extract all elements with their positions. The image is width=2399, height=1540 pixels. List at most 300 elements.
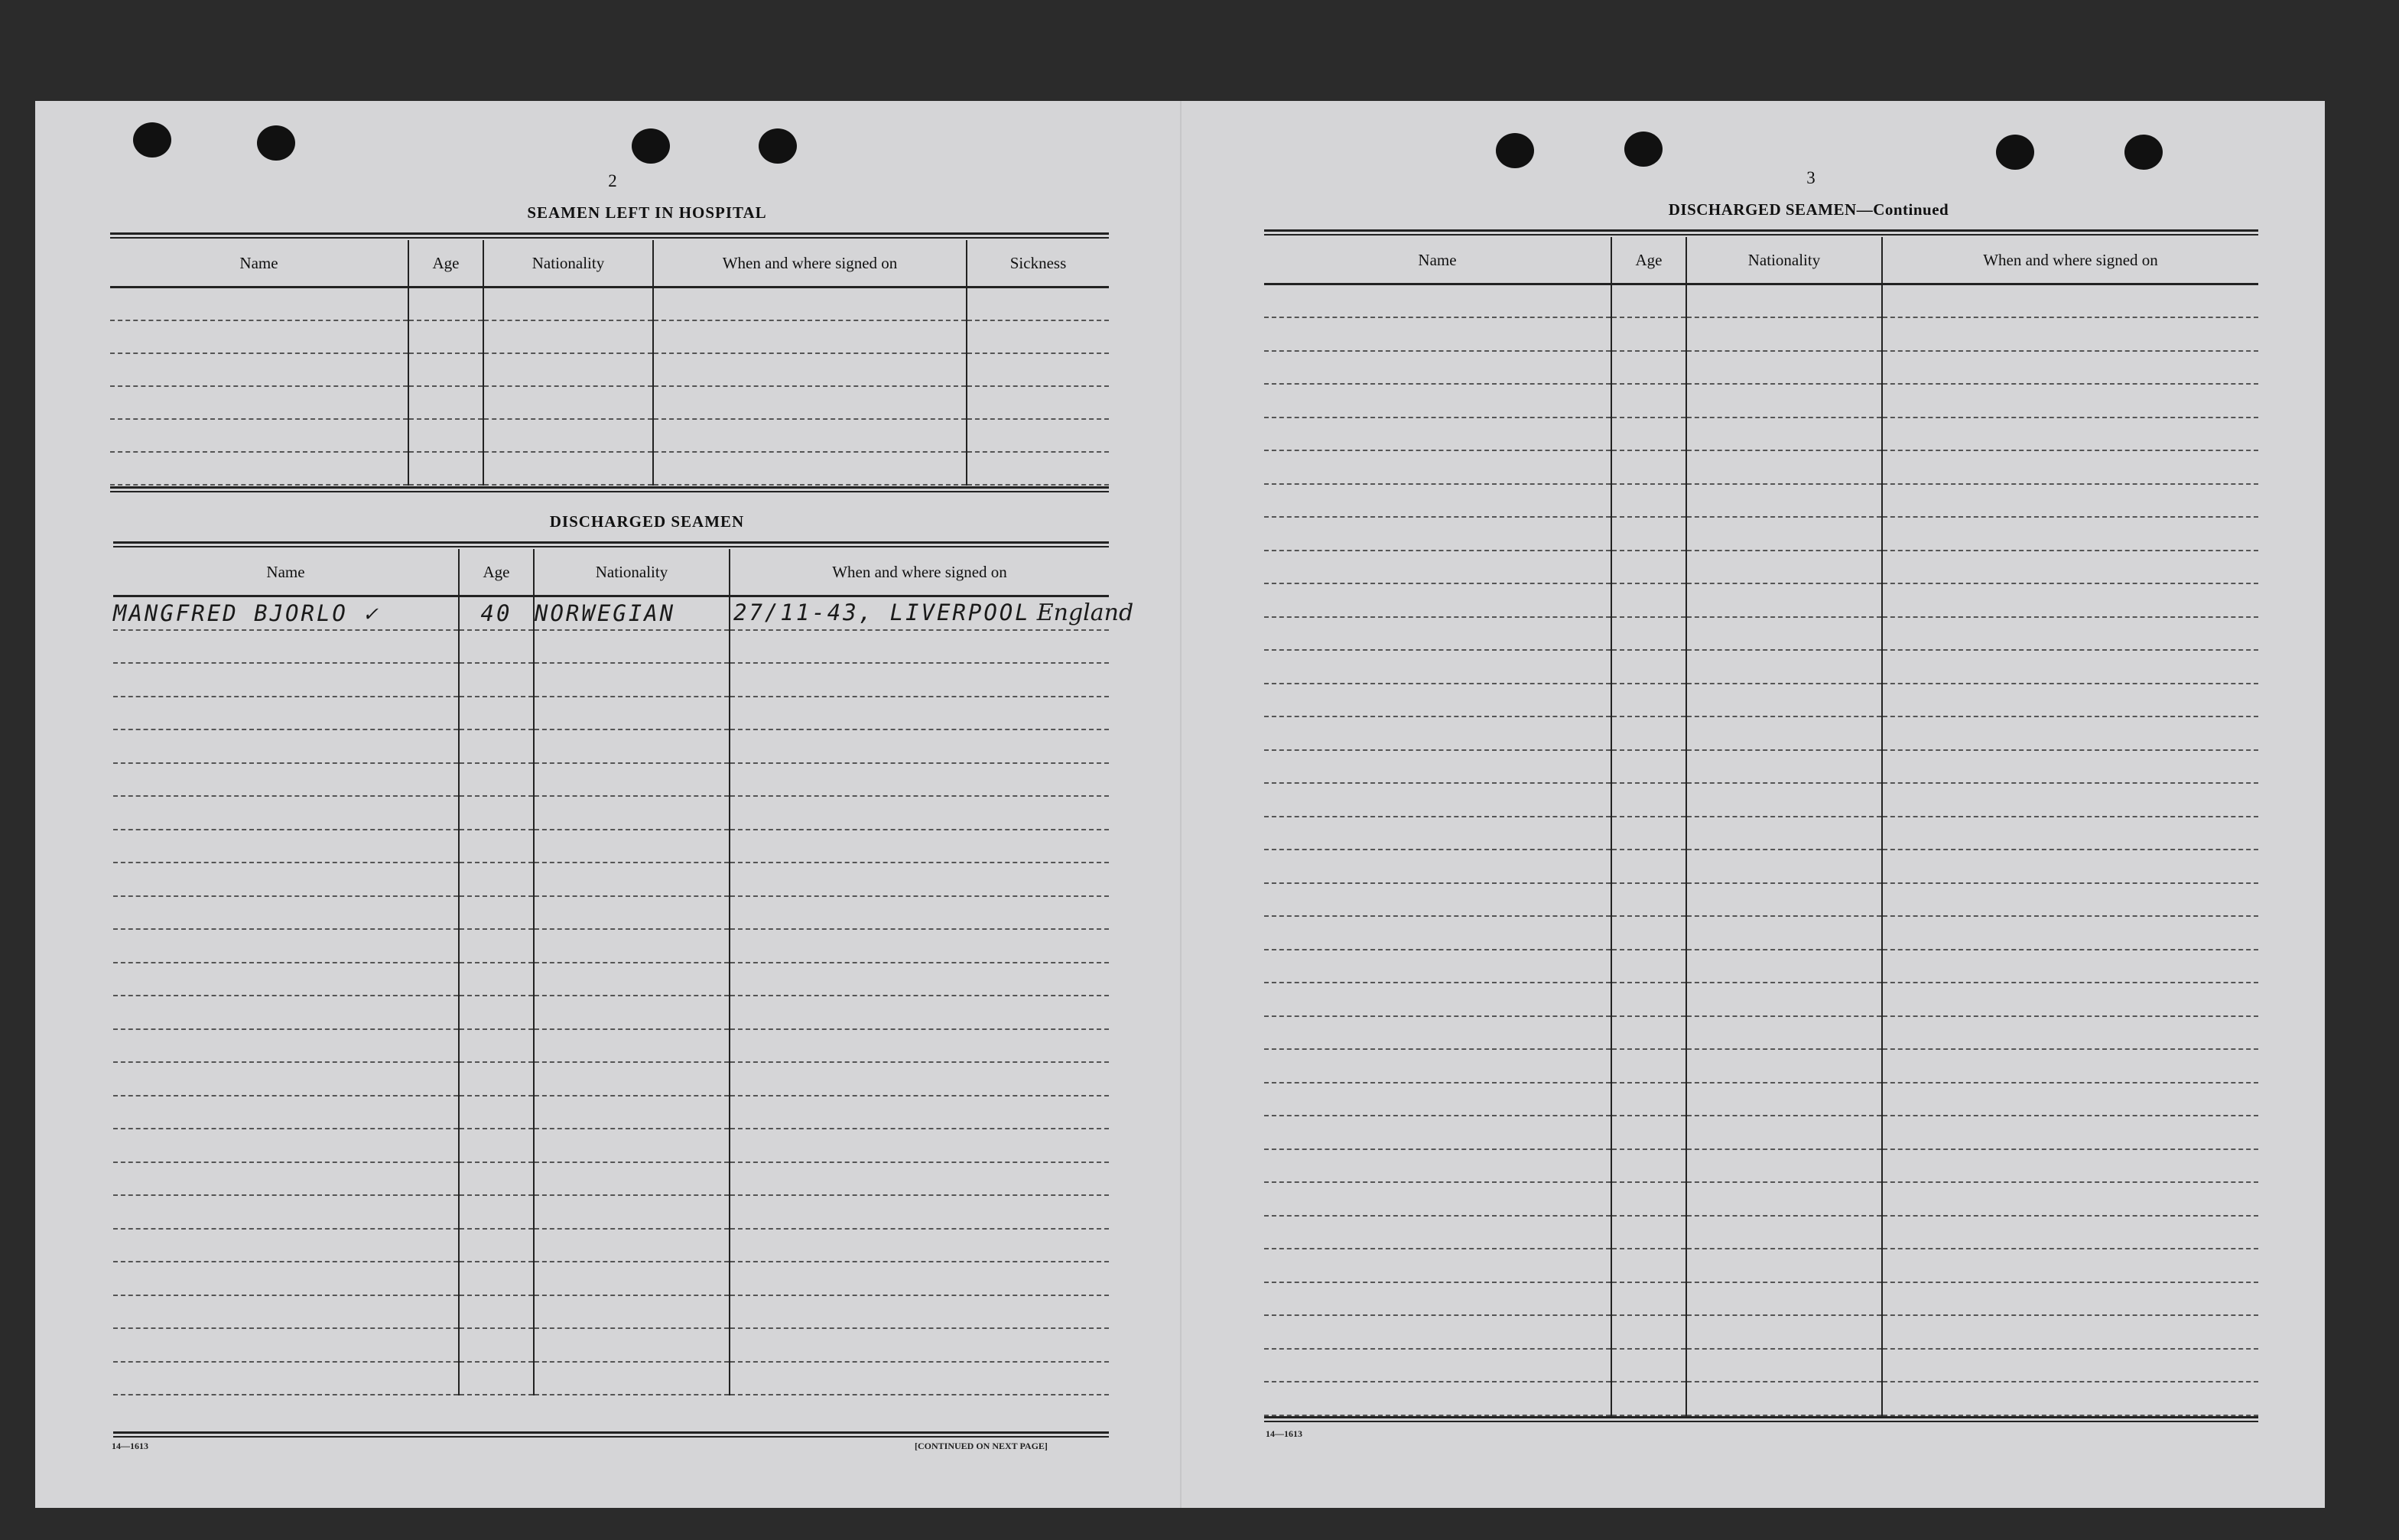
table-cell [1686,1182,1882,1216]
table-cell [1882,817,2258,850]
table-cell [534,996,730,1029]
table-row [1264,650,2258,684]
table-cell [1611,1149,1686,1183]
table-row [1264,317,2258,351]
table-cell [459,1362,534,1395]
table-cell [113,1328,459,1362]
table-cell [1686,684,1882,717]
table-cell [1611,551,1686,584]
col-header-age: Age [1611,237,1686,284]
table-row [1264,916,2258,950]
table-cell [1264,1315,1611,1349]
table-cell [1686,1315,1882,1349]
discharged-section-title: DISCHARGED SEAMEN [549,512,745,531]
table-cell [1611,317,1686,351]
table-cell [1264,1116,1611,1149]
table-cell [1264,883,1611,917]
table-row [1264,950,2258,983]
table-cell [1882,551,2258,584]
table-cell [1882,883,2258,917]
table-cell [534,863,730,896]
table-cell [1611,384,1686,417]
table-row [110,452,1109,485]
table-row [113,830,1109,863]
table-cell [113,830,459,863]
table-cell [110,386,408,419]
table-cell [459,863,534,896]
table-cell [1686,1083,1882,1116]
table-cell [1611,684,1686,717]
table-cell [1686,551,1882,584]
table-row [113,796,1109,830]
table-cell [113,896,459,930]
table-cell [1882,1116,2258,1149]
table-cell [730,1362,1109,1395]
table-cell [1686,650,1882,684]
table-cell [1611,1282,1686,1316]
table-cell [1882,950,2258,983]
table-cell [459,729,534,763]
table-cell [534,1162,730,1196]
table-cell [1686,317,1882,351]
table-cell [1686,517,1882,551]
table-row [110,419,1109,452]
table-cell [1264,950,1611,983]
table-cell [1264,684,1611,717]
table-row [1264,617,2258,651]
table-cell [110,452,408,485]
table-row [1264,716,2258,750]
table-row [1264,384,2258,417]
table-row [113,1229,1109,1262]
table-row [1264,750,2258,784]
table-cell [1882,850,2258,883]
table-cell [1264,783,1611,817]
table-cell [459,1295,534,1329]
table-cell [459,1328,534,1362]
table-cell [1611,1016,1686,1050]
table-cell [1611,983,1686,1016]
seaman-name: MANGFRED BJORLO ✓ [113,596,459,630]
table-cell [534,1195,730,1229]
table-cell [1882,783,2258,817]
table-cell [408,320,483,353]
table-cell [459,1029,534,1063]
table-cell [730,896,1109,930]
col-header-signed-on: When and where signed on [653,240,967,288]
table-cell [1882,1249,2258,1282]
table-cell [1264,484,1611,518]
table-cell [408,419,483,452]
table-cell [459,1229,534,1262]
table-row [113,1096,1109,1129]
table-cell [730,1029,1109,1063]
table-cell [730,796,1109,830]
table-cell [1264,1149,1611,1183]
document-sheet [35,101,2325,1508]
table-row [113,1328,1109,1362]
table-cell [534,1295,730,1329]
table-cell [534,796,730,830]
table-row [113,763,1109,797]
table-cell [1686,384,1882,417]
table-cell [113,763,459,797]
table-cell [1611,750,1686,784]
table-cell [1882,317,2258,351]
table-cell [1686,583,1882,617]
table-cell [1264,284,1611,318]
table-row [113,1029,1109,1063]
table-row [113,863,1109,896]
table-cell [113,630,459,664]
table-cell [1611,351,1686,385]
table-cell [730,1162,1109,1196]
table-cell [730,863,1109,896]
seaman-age: 40 [459,596,534,630]
table-cell [408,353,483,386]
table-cell [110,419,408,452]
table-cell [1611,916,1686,950]
table-row [113,1129,1109,1162]
table-cell [1264,1049,1611,1083]
table-cell [730,1295,1109,1329]
table-cell [1686,351,1882,385]
table-cell [483,320,653,353]
table-cell [1264,983,1611,1016]
table-cell [1686,950,1882,983]
table-cell [113,1262,459,1295]
table-row [110,320,1109,353]
table-cell [1686,1149,1882,1183]
table-cell [1264,351,1611,385]
table-cell [459,1262,534,1295]
table-cell [730,1328,1109,1362]
table-cell [534,1029,730,1063]
table-cell [730,1229,1109,1262]
table-cell [1611,1216,1686,1249]
table-cell [1882,417,2258,451]
table-cell [1611,284,1686,318]
table-cell [113,1029,459,1063]
table-row [1264,583,2258,617]
table-row [113,1362,1109,1395]
table-cell [1264,450,1611,484]
table-cell [1686,783,1882,817]
col-header-age: Age [408,240,483,288]
table-cell [1611,517,1686,551]
right-table-body [1264,284,2258,1415]
table-cell [1611,1382,1686,1415]
table-cell [967,288,1109,320]
table-cell [113,1295,459,1329]
table-cell [967,353,1109,386]
col-header-name: Name [110,240,408,288]
col-header-age: Age [459,549,534,596]
table-row [1264,1249,2258,1282]
table-cell [113,1195,459,1229]
table-cell [110,353,408,386]
table-cell [1686,750,1882,784]
table-cell [730,996,1109,1029]
table-cell [1882,1149,2258,1183]
table-row [113,663,1109,697]
table-cell [1264,750,1611,784]
table-row [1264,284,2258,318]
table-cell [1882,1349,2258,1382]
table-cell [653,320,967,353]
table-cell [1611,1249,1686,1282]
table-cell [1611,617,1686,651]
table-cell [730,697,1109,730]
table-cell [534,1362,730,1395]
table-row [1264,1282,2258,1316]
table-cell [730,1129,1109,1162]
table-cell [1686,484,1882,518]
table-cell [1611,1083,1686,1116]
col-header-nationality: Nationality [534,549,730,596]
table-row [110,386,1109,419]
table-cell [113,1096,459,1129]
table-cell [1611,484,1686,518]
table-cell [1264,517,1611,551]
table-row [1264,1182,2258,1216]
table-cell [1686,450,1882,484]
table-cell [1264,583,1611,617]
table-cell [459,1162,534,1196]
table-cell [534,630,730,664]
table-cell [113,697,459,730]
form-number: 14—1613 [1266,1428,1302,1439]
table-row [1264,1049,2258,1083]
table-cell [534,830,730,863]
table-cell [1686,1016,1882,1050]
table-row [1264,1216,2258,1249]
table-row [1264,817,2258,850]
table-cell [534,1229,730,1262]
table-cell [408,452,483,485]
right-table-bottom-rule [1264,1416,2258,1422]
table-cell [1611,1116,1686,1149]
table-cell [483,419,653,452]
table-row [1264,883,2258,917]
table-cell [1611,950,1686,983]
table-row [113,697,1109,730]
table-cell [1264,1216,1611,1249]
table-cell [534,1129,730,1162]
left-page [35,101,1180,1508]
table-row [113,896,1109,930]
table-cell [1882,1049,2258,1083]
seaman-signed-on-place: England [1036,599,1134,627]
table-row [113,929,1109,963]
table-cell [113,929,459,963]
table-row [1264,850,2258,883]
table-row [113,1295,1109,1329]
table-cell [113,1362,459,1395]
hospital-table-top-rule [110,232,1109,239]
table-cell [1882,1216,2258,1249]
table-cell [730,763,1109,797]
table-cell [730,1062,1109,1096]
table-cell [459,630,534,664]
table-cell [1882,650,2258,684]
table-cell [459,1062,534,1096]
table-cell [1882,450,2258,484]
hospital-table-body [110,288,1109,485]
table-cell [1882,583,2258,617]
table-cell [1686,417,1882,451]
table-cell [730,963,1109,996]
table-cell [1686,1349,1882,1382]
table-row [1264,1315,2258,1349]
col-header-nationality: Nationality [1686,237,1882,284]
table-cell [1882,983,2258,1016]
table-cell [113,1129,459,1162]
table-row [1264,417,2258,451]
table-cell [730,663,1109,697]
table-cell [1686,716,1882,750]
table-cell [1686,1049,1882,1083]
table-cell [1611,883,1686,917]
table-cell [1882,916,2258,950]
table-cell [1882,484,2258,518]
table-cell [1611,1349,1686,1382]
table-cell [653,353,967,386]
table-cell [1882,384,2258,417]
continued-note: [CONTINUED ON NEXT PAGE] [915,1441,1048,1451]
table-cell [1611,850,1686,883]
table-row [110,288,1109,320]
table-cell [534,1096,730,1129]
table-cell [459,1195,534,1229]
table-cell [1882,1282,2258,1316]
table-cell [113,963,459,996]
table-row [113,596,1109,630]
table-cell [459,763,534,797]
seaman-signed-on: 27/11-43, LIVERPOOL [733,599,1031,626]
table-cell [1882,1315,2258,1349]
table-cell [459,963,534,996]
table-cell [1882,750,2258,784]
right-table-top-rule [1264,229,2258,236]
table-cell [110,320,408,353]
table-cell [1264,916,1611,950]
col-header-name: Name [113,549,459,596]
table-cell [1264,384,1611,417]
right-section-title: DISCHARGED SEAMEN—Continued [1668,200,1949,219]
table-cell [1686,1249,1882,1282]
table-cell [1264,1382,1611,1415]
table-cell [459,1096,534,1129]
table-cell [653,288,967,320]
table-cell [1686,284,1882,318]
table-cell [967,452,1109,485]
table-cell [1264,1182,1611,1216]
discharged-table-top-rule [113,541,1109,547]
table-cell [1611,650,1686,684]
table-cell [1611,817,1686,850]
right-table [1264,237,2258,1416]
table-cell [1611,450,1686,484]
table-cell [110,288,408,320]
table-cell [1686,983,1882,1016]
table-cell [1264,551,1611,584]
table-cell [1882,617,2258,651]
table-cell [653,419,967,452]
table-cell [534,663,730,697]
table-cell [459,1129,534,1162]
table-cell [1882,284,2258,318]
table-cell [459,996,534,1029]
table-cell [113,1062,459,1096]
seaman-signed-on-cell [730,596,1134,630]
table-cell [1686,1116,1882,1149]
table-cell [1882,517,2258,551]
table-cell [459,697,534,730]
table-cell [483,353,653,386]
table-row [1264,983,2258,1016]
table-row [113,1195,1109,1229]
table-cell [1611,583,1686,617]
table-cell [1686,883,1882,917]
table-row [1264,517,2258,551]
table-cell [1264,1083,1611,1116]
table-cell [1611,1049,1686,1083]
table-cell [730,1262,1109,1295]
discharged-table [113,549,1134,1395]
table-cell [967,386,1109,419]
table-row [1264,684,2258,717]
table-cell [1264,1349,1611,1382]
table-row [113,1062,1109,1096]
table-cell [730,729,1109,763]
table-cell [1264,1016,1611,1050]
table-cell [534,697,730,730]
table-cell [113,663,459,697]
table-row [113,1162,1109,1196]
table-cell [1882,1382,2258,1415]
table-cell [653,386,967,419]
table-row [1264,484,2258,518]
table-cell [1882,1182,2258,1216]
table-cell [1264,650,1611,684]
table-cell [459,796,534,830]
table-cell [459,663,534,697]
page-number: 2 [608,171,617,190]
table-cell [1264,850,1611,883]
table-cell [1611,783,1686,817]
table-cell [1264,317,1611,351]
table-cell [113,729,459,763]
table-row [113,729,1109,763]
table-cell [1686,916,1882,950]
table-row [113,963,1109,996]
table-row [1264,1349,2258,1382]
table-row [110,353,1109,386]
table-cell [113,796,459,830]
table-row [1264,1083,2258,1116]
table-cell [459,830,534,863]
hospital-section-title: SEAMEN LEFT IN HOSPITAL [527,203,767,222]
table-cell [1264,716,1611,750]
table-cell [534,763,730,797]
table-cell [1264,617,1611,651]
table-row [1264,551,2258,584]
table-cell [534,929,730,963]
table-cell [1264,1282,1611,1316]
table-cell [1686,1282,1882,1316]
table-cell [534,1262,730,1295]
